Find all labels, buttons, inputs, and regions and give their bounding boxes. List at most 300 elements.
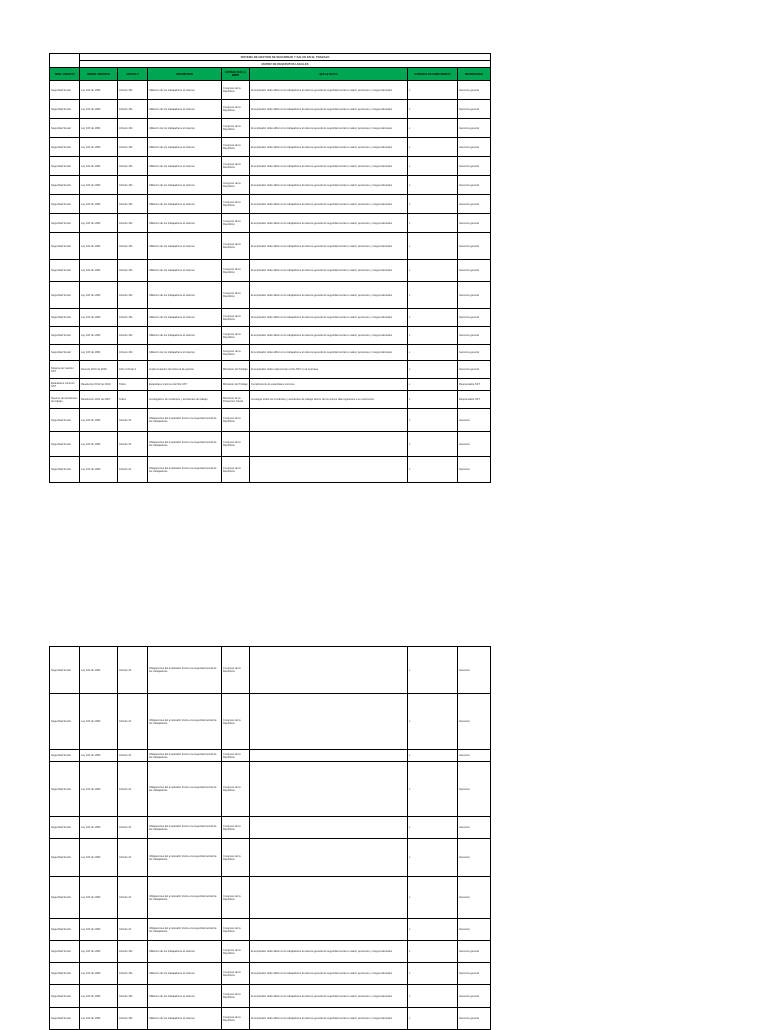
article-cell: Articulo 21 xyxy=(118,694,148,750)
evidence-cell: x xyxy=(408,157,458,176)
issuer-cell: Congreso de la Republica xyxy=(222,100,250,119)
evidence-cell: x xyxy=(408,176,458,195)
legal-matrix-rows-continued xyxy=(50,647,491,1030)
legal-matrix-table-continued xyxy=(49,646,491,1030)
evidence-cell: x xyxy=(408,214,458,233)
evidence-cell: x xyxy=(408,919,458,941)
table-row xyxy=(50,233,491,260)
evidence-cell: x xyxy=(408,1008,458,1030)
evidence-cell: x xyxy=(408,963,458,985)
description-cell: Obligaciones del empleador frente a la seguridad social de los trabajadores xyxy=(148,409,222,432)
applies-cell: El empleador debe afiliar a los trabajadores al sistema general de seguridad social en salud, pensiones y riesgos laborales. xyxy=(250,327,408,345)
issuer-cell: Congreso de la Republica xyxy=(222,457,250,483)
evidence-cell: x xyxy=(408,309,458,327)
description-cell: Afiliacion de los trabajadores al sistema xyxy=(148,985,222,1008)
description-cell: Estandares minimos del SG-SST xyxy=(148,379,222,391)
applies-cell: El empleador debe afiliar a los trabajadores al sistema general de seguridad social en salud, pensiones y riesgos laborales. xyxy=(250,176,408,195)
table-row xyxy=(50,877,491,919)
responsible-cell: Gerencia xyxy=(458,457,491,483)
responsible-cell: Gerencia general xyxy=(458,345,491,361)
norm-cell: Ley 100 de 1993 xyxy=(80,877,118,919)
article-cell: Articulo 161 xyxy=(118,963,148,985)
applies-cell: El empleador debe afiliar a los trabajadores al sistema general de seguridad social en salud, pensiones y riesgos laborales. xyxy=(250,100,408,119)
issuer-cell: Congreso de la Republica xyxy=(222,762,250,817)
issuer-cell: Congreso de la Republica xyxy=(222,176,250,195)
responsible-cell: Gerencia xyxy=(458,694,491,750)
topic-cell: Seguridad Social xyxy=(50,963,80,985)
table-row xyxy=(50,100,491,119)
responsible-cell: Gerencia general xyxy=(458,176,491,195)
article-cell: Articulo 161 xyxy=(118,985,148,1008)
document-title: SISTEMA DE GESTION DE SEGURIDAD Y SALUD EN EL TRABAJO xyxy=(80,54,491,61)
evidence-cell: x xyxy=(408,361,458,379)
responsible-cell: Gerencia general xyxy=(458,138,491,157)
issuer-cell: Congreso de la Republica xyxy=(222,750,250,762)
table-row xyxy=(50,919,491,941)
article-cell: Articulo 161 xyxy=(118,176,148,195)
responsible-cell: Gerencia general xyxy=(458,157,491,176)
issuer-cell: Congreso de la Republica xyxy=(222,941,250,963)
topic-cell: Seguridad Social xyxy=(50,985,80,1008)
issuer-cell: Congreso de la Republica xyxy=(222,1008,250,1030)
applies-cell: El empleador debe afiliar a los trabajadores al sistema general de seguridad social en salud, pensiones y riesgos laborales. xyxy=(250,233,408,260)
table-row xyxy=(50,309,491,327)
topic-cell: Seguridad Social xyxy=(50,919,80,941)
table-row xyxy=(50,379,491,391)
norm-cell: Ley 100 de 1993 xyxy=(80,282,118,309)
applies-cell: El empleador debe afiliar a los trabajadores al sistema general de seguridad social en salud, pensiones y riesgos laborales. xyxy=(250,941,408,963)
article-cell: Articulo 161 xyxy=(118,309,148,327)
evidence-cell: x xyxy=(408,138,458,157)
responsible-cell: Responsable SST xyxy=(458,391,491,409)
applies-cell: El empleador debe afiliar a los trabajadores al sistema general de seguridad social en salud, pensiones y riesgos laborales. xyxy=(250,157,408,176)
article-cell: Articulo 21 xyxy=(118,432,148,457)
table-row xyxy=(50,361,491,379)
applies-cell: El empleador debe implementar el SG-SST en la empresa. xyxy=(250,361,408,379)
table-row xyxy=(50,817,491,839)
description-cell: Obligaciones del empleador frente a la seguridad social de los trabajadores xyxy=(148,817,222,839)
table-row xyxy=(50,1008,491,1030)
responsible-cell: Gerencia general xyxy=(458,309,491,327)
table-row xyxy=(50,138,491,157)
topic-cell: Seguridad Social xyxy=(50,750,80,762)
article-cell: Articulo 161 xyxy=(118,345,148,361)
topic-cell: Seguridad Social xyxy=(50,647,80,694)
applies-cell: El empleador debe afiliar a los trabajadores al sistema general de seguridad social en salud, pensiones y riesgos laborales. xyxy=(250,260,408,282)
description-cell: Obligaciones del empleador frente a la seguridad social de los trabajadores xyxy=(148,877,222,919)
norm-cell: Ley 100 de 1993 xyxy=(80,1008,118,1030)
article-cell: Articulo 161 xyxy=(118,282,148,309)
table-row xyxy=(50,391,491,409)
topic-cell: Seguridad Social xyxy=(50,176,80,195)
evidence-cell: x xyxy=(408,282,458,309)
applies-cell xyxy=(250,762,408,817)
table-row xyxy=(50,750,491,762)
description-cell: Obligaciones del empleador frente a la seguridad social de los trabajadores xyxy=(148,694,222,750)
responsible-cell: Gerencia general xyxy=(458,1008,491,1030)
responsible-cell: Gerencia general xyxy=(458,195,491,214)
issuer-cell: Ministerio de la Proteccion Social xyxy=(222,391,250,409)
description-cell: Afiliacion de los trabajadores al sistema xyxy=(148,81,222,100)
legal-matrix-rows xyxy=(50,81,491,483)
topic-cell: Sistema de Gestion SST xyxy=(50,361,80,379)
description-cell: Afiliacion de los trabajadores al sistema xyxy=(148,119,222,138)
responsible-cell: Gerencia xyxy=(458,750,491,762)
topic-cell: Seguridad Social xyxy=(50,309,80,327)
evidence-cell: x xyxy=(408,260,458,282)
issuer-cell: Congreso de la Republica xyxy=(222,985,250,1008)
norm-cell: Ley 100 de 1993 xyxy=(80,157,118,176)
table-row xyxy=(50,157,491,176)
table-row xyxy=(50,647,491,694)
description-cell: Afiliacion de los trabajadores al sistema xyxy=(148,100,222,119)
norm-cell: Decreto 1072 de 2015 xyxy=(80,361,118,379)
article-cell: Articulo 161 xyxy=(118,100,148,119)
applies-cell: El empleador debe afiliar a los trabajadores al sistema general de seguridad social en salud, pensiones y riesgos laborales. xyxy=(250,345,408,361)
issuer-cell: Congreso de la Republica xyxy=(222,963,250,985)
evidence-cell: x xyxy=(408,457,458,483)
norm-cell: Ley 100 de 1993 xyxy=(80,919,118,941)
responsible-cell: Gerencia xyxy=(458,432,491,457)
description-cell: Afiliacion de los trabajadores al sistema xyxy=(148,176,222,195)
issuer-cell: Congreso de la Republica xyxy=(222,233,250,260)
responsible-cell: Gerencia general xyxy=(458,119,491,138)
issuer-cell: Congreso de la Republica xyxy=(222,432,250,457)
evidence-cell: x xyxy=(408,647,458,694)
applies-cell: El empleador debe afiliar a los trabajadores al sistema general de seguridad social en salud, pensiones y riesgos laborales. xyxy=(250,963,408,985)
topic-cell: Seguridad Social xyxy=(50,409,80,432)
topic-cell: Seguridad Social xyxy=(50,762,80,817)
norm-cell: Ley 100 de 1993 xyxy=(80,176,118,195)
responsible-cell: Gerencia xyxy=(458,409,491,432)
evidence-cell: x xyxy=(408,985,458,1008)
issuer-cell: Congreso de la Republica xyxy=(222,345,250,361)
description-cell: Afiliacion de los trabajadores al sistema xyxy=(148,138,222,157)
table-row xyxy=(50,963,491,985)
issuer-cell: Congreso de la Republica xyxy=(222,214,250,233)
applies-cell: El empleador debe afiliar a los trabajadores al sistema general de seguridad social en salud, pensiones y riesgos laborales. xyxy=(250,119,408,138)
article-cell: Articulo 161 xyxy=(118,195,148,214)
topic-cell: Seguridad Social xyxy=(50,327,80,345)
topic-cell: Seguridad Social xyxy=(50,100,80,119)
table-row xyxy=(50,119,491,138)
applies-cell: Investigar todos los incidentes y accidentes de trabajo dentro de los quince dias siguientes a su ocurrencia. xyxy=(250,391,408,409)
evidence-cell: x xyxy=(408,877,458,919)
legal-matrix-page-1 xyxy=(49,53,490,483)
article-cell: Todos xyxy=(118,379,148,391)
norm-cell: Ley 100 de 1993 xyxy=(80,260,118,282)
evidence-cell: x xyxy=(408,100,458,119)
evidence-cell: x xyxy=(408,409,458,432)
article-cell: Articulo 161 xyxy=(118,1008,148,1030)
article-cell: Libro 2 Parte 2 xyxy=(118,361,148,379)
topic-cell: Seguridad Social xyxy=(50,260,80,282)
applies-cell: El empleador debe afiliar a los trabajadores al sistema general de seguridad social en salud, pensiones y riesgos laborales. xyxy=(250,985,408,1008)
applies-cell xyxy=(250,694,408,750)
issuer-cell: Congreso de la Republica xyxy=(222,119,250,138)
evidence-cell: x xyxy=(408,391,458,409)
topic-cell: Seguridad Social xyxy=(50,214,80,233)
legal-matrix-table xyxy=(49,53,491,483)
logo-cell xyxy=(50,54,80,68)
topic-cell: Seguridad Social xyxy=(50,119,80,138)
column-header: NORMA / DECRETO xyxy=(80,68,118,81)
evidence-cell: x xyxy=(408,762,458,817)
evidence-cell: x xyxy=(408,327,458,345)
norm-cell: Resolucion 1401 de 2007 xyxy=(80,391,118,409)
description-cell: Afiliacion de los trabajadores al sistema xyxy=(148,214,222,233)
applies-cell: El empleador debe afiliar a los trabajadores al sistema general de seguridad social en salud, pensiones y riesgos laborales. xyxy=(250,309,408,327)
responsible-cell: Gerencia general xyxy=(458,282,491,309)
norm-cell: Ley 100 de 1993 xyxy=(80,762,118,817)
article-cell: Articulo 21 xyxy=(118,647,148,694)
topic-cell: Seguridad Social xyxy=(50,157,80,176)
evidence-cell: x xyxy=(408,345,458,361)
topic-cell: Seguridad Social xyxy=(50,81,80,100)
applies-cell xyxy=(250,647,408,694)
issuer-cell: Congreso de la Republica xyxy=(222,839,250,877)
topic-cell: Seguridad Social xyxy=(50,457,80,483)
responsible-cell: Gerencia xyxy=(458,877,491,919)
responsible-cell: Gerencia general xyxy=(458,260,491,282)
table-row xyxy=(50,81,491,100)
norm-cell: Ley 100 de 1993 xyxy=(80,233,118,260)
description-cell: Obligaciones del empleador frente a la seguridad social de los trabajadores xyxy=(148,647,222,694)
table-row xyxy=(50,432,491,457)
evidence-cell: x xyxy=(408,941,458,963)
norm-cell: Ley 100 de 1993 xyxy=(80,457,118,483)
table-row xyxy=(50,282,491,309)
responsible-cell: Gerencia xyxy=(458,817,491,839)
column-header: DESCRIPCION xyxy=(148,68,222,81)
norm-cell: Ley 100 de 1993 xyxy=(80,817,118,839)
norm-cell: Ley 100 de 1993 xyxy=(80,941,118,963)
column-header: EVIDENCIA DE CUMPLIMIENTO xyxy=(408,68,458,81)
table-row xyxy=(50,839,491,877)
norm-cell: Ley 100 de 1993 xyxy=(80,195,118,214)
description-cell: Afiliacion de los trabajadores al sistema xyxy=(148,157,222,176)
table-row xyxy=(50,176,491,195)
norm-cell: Ley 100 de 1993 xyxy=(80,138,118,157)
norm-cell: Ley 100 de 1993 xyxy=(80,694,118,750)
description-cell: Obligaciones del empleador frente a la seguridad social de los trabajadores xyxy=(148,432,222,457)
evidence-cell: x xyxy=(408,233,458,260)
issuer-cell: Ministerio del Trabajo xyxy=(222,379,250,391)
article-cell: Articulo 161 xyxy=(118,81,148,100)
applies-cell xyxy=(250,750,408,762)
norm-cell: Ley 100 de 1993 xyxy=(80,119,118,138)
evidence-cell: x xyxy=(408,750,458,762)
description-cell: Obligaciones del empleador frente a la seguridad social de los trabajadores xyxy=(148,457,222,483)
issuer-cell: Congreso de la Republica xyxy=(222,877,250,919)
responsible-cell: Gerencia general xyxy=(458,941,491,963)
topic-cell: Seguridad Social xyxy=(50,195,80,214)
applies-cell: El empleador debe afiliar a los trabajadores al sistema general de seguridad social en salud, pensiones y riesgos laborales. xyxy=(250,282,408,309)
article-cell: Articulo 161 xyxy=(118,233,148,260)
responsible-cell: Gerencia general xyxy=(458,214,491,233)
description-cell: Afiliacion de los trabajadores al sistema xyxy=(148,1008,222,1030)
description-cell: Afiliacion de los trabajadores al sistema xyxy=(148,963,222,985)
applies-cell: Cumplimiento de estandares minimos. xyxy=(250,379,408,391)
applies-cell: El empleador debe afiliar a los trabajadores al sistema general de seguridad social en salud, pensiones y riesgos laborales. xyxy=(250,138,408,157)
norm-cell: Ley 100 de 1993 xyxy=(80,345,118,361)
article-cell: Articulo 21 xyxy=(118,839,148,877)
table-row xyxy=(50,327,491,345)
table-row xyxy=(50,345,491,361)
topic-cell: Seguridad Social xyxy=(50,138,80,157)
applies-cell: El empleador debe afiliar a los trabajadores al sistema general de seguridad social en salud, pensiones y riesgos laborales. xyxy=(250,195,408,214)
norm-cell: Ley 100 de 1993 xyxy=(80,839,118,877)
issuer-cell: Ministerio del Trabajo xyxy=(222,361,250,379)
table-row xyxy=(50,762,491,817)
topic-cell: Seguridad Social xyxy=(50,694,80,750)
description-cell: Afiliacion de los trabajadores al sistema xyxy=(148,233,222,260)
table-row xyxy=(50,195,491,214)
topic-cell: Seguridad Social xyxy=(50,877,80,919)
norm-cell: Ley 100 de 1993 xyxy=(80,432,118,457)
issuer-cell: Congreso de la Republica xyxy=(222,409,250,432)
applies-cell: El empleador debe afiliar a los trabajadores al sistema general de seguridad social en salud, pensiones y riesgos laborales. xyxy=(250,81,408,100)
topic-cell: Seguridad Social xyxy=(50,432,80,457)
norm-cell: Ley 100 de 1993 xyxy=(80,309,118,327)
description-cell: Obligaciones del empleador frente a la seguridad social de los trabajadores xyxy=(148,762,222,817)
issuer-cell: Congreso de la Republica xyxy=(222,694,250,750)
article-cell: Articulo 161 xyxy=(118,138,148,157)
description-cell: Afiliacion de los trabajadores al sistema xyxy=(148,345,222,361)
norm-cell: Ley 100 de 1993 xyxy=(80,647,118,694)
evidence-cell: x xyxy=(408,379,458,391)
applies-cell xyxy=(250,817,408,839)
article-cell: Articulo 161 xyxy=(118,941,148,963)
issuer-cell: Congreso de la Republica xyxy=(222,157,250,176)
applies-cell xyxy=(250,877,408,919)
responsible-cell: Gerencia xyxy=(458,919,491,941)
applies-cell xyxy=(250,409,408,432)
norm-cell: Ley 100 de 1993 xyxy=(80,214,118,233)
column-header: RESPONSABLE xyxy=(458,68,491,81)
norm-cell: Ley 100 de 1993 xyxy=(80,750,118,762)
table-row xyxy=(50,985,491,1008)
table-row xyxy=(50,941,491,963)
description-cell: Investigacion de incidentes y accidentes de trabajo xyxy=(148,391,222,409)
table-row xyxy=(50,214,491,233)
applies-cell: El empleador debe afiliar a los trabajadores al sistema general de seguridad social en salud, pensiones y riesgos laborales. xyxy=(250,214,408,233)
applies-cell xyxy=(250,919,408,941)
norm-cell: Ley 100 de 1993 xyxy=(80,409,118,432)
article-cell: Articulo 161 xyxy=(118,327,148,345)
norm-cell: Ley 100 de 1993 xyxy=(80,81,118,100)
topic-cell: Reporte de accidentes de trabajo xyxy=(50,391,80,409)
description-cell: Implementacion del sistema de gestion xyxy=(148,361,222,379)
issuer-cell: Congreso de la Republica xyxy=(222,817,250,839)
table-row xyxy=(50,694,491,750)
description-cell: Obligaciones del empleador frente a la seguridad social de los trabajadores xyxy=(148,750,222,762)
responsible-cell: Gerencia general xyxy=(458,361,491,379)
article-cell: Articulo 161 xyxy=(118,157,148,176)
norm-cell: Ley 100 de 1993 xyxy=(80,985,118,1008)
evidence-cell: x xyxy=(408,119,458,138)
issuer-cell: Congreso de la Republica xyxy=(222,919,250,941)
issuer-cell: Congreso de la Republica xyxy=(222,647,250,694)
article-cell: Articulo 21 xyxy=(118,817,148,839)
issuer-cell: Congreso de la Republica xyxy=(222,138,250,157)
applies-cell: El empleador debe afiliar a los trabajadores al sistema general de seguridad social en salud, pensiones y riesgos laborales. xyxy=(250,1008,408,1030)
responsible-cell: Gerencia general xyxy=(458,81,491,100)
evidence-cell: x xyxy=(408,694,458,750)
article-cell: Articulo 21 xyxy=(118,409,148,432)
article-cell: Articulo 21 xyxy=(118,877,148,919)
description-cell: Afiliacion de los trabajadores al sistema xyxy=(148,941,222,963)
applies-cell xyxy=(250,457,408,483)
applies-cell xyxy=(250,432,408,457)
responsible-cell: Responsable SST xyxy=(458,379,491,391)
issuer-cell: Congreso de la Republica xyxy=(222,309,250,327)
column-header: QUE LE APLICA xyxy=(250,68,408,81)
description-cell: Obligaciones del empleador frente a la seguridad social de los trabajadores xyxy=(148,919,222,941)
responsible-cell: Gerencia general xyxy=(458,327,491,345)
responsible-cell: Gerencia xyxy=(458,762,491,817)
topic-cell: Seguridad Social xyxy=(50,817,80,839)
column-header: TEMA / ASPECTO xyxy=(50,68,80,81)
topic-cell: Seguridad Social xyxy=(50,233,80,260)
document-subtitle: MATRIZ DE REQUISITOS LEGALES xyxy=(80,61,491,68)
norm-cell: Resolucion 0312 de 2019 xyxy=(80,379,118,391)
issuer-cell: Congreso de la Republica xyxy=(222,195,250,214)
table-row xyxy=(50,409,491,432)
article-cell: Articulo 161 xyxy=(118,260,148,282)
description-cell: Afiliacion de los trabajadores al sistema xyxy=(148,282,222,309)
topic-cell: Estandares minimos SST xyxy=(50,379,80,391)
article-cell: Articulo 21 xyxy=(118,457,148,483)
column-header: ARTICULO xyxy=(118,68,148,81)
description-cell: Afiliacion de los trabajadores al sistema xyxy=(148,309,222,327)
description-cell: Afiliacion de los trabajadores al sistema xyxy=(148,195,222,214)
applies-cell xyxy=(250,839,408,877)
article-cell: Todos xyxy=(118,391,148,409)
responsible-cell: Gerencia general xyxy=(458,985,491,1008)
article-cell: Articulo 21 xyxy=(118,919,148,941)
issuer-cell: Congreso de la Republica xyxy=(222,282,250,309)
topic-cell: Seguridad Social xyxy=(50,839,80,877)
article-cell: Articulo 21 xyxy=(118,762,148,817)
legal-matrix-page-2 xyxy=(49,646,490,1030)
evidence-cell: x xyxy=(408,81,458,100)
article-cell: Articulo 161 xyxy=(118,214,148,233)
topic-cell: Seguridad Social xyxy=(50,282,80,309)
evidence-cell: x xyxy=(408,839,458,877)
column-header-row xyxy=(50,68,491,81)
norm-cell: Ley 100 de 1993 xyxy=(80,963,118,985)
issuer-cell: Congreso de la Republica xyxy=(222,260,250,282)
topic-cell: Seguridad Social xyxy=(50,345,80,361)
evidence-cell: x xyxy=(408,432,458,457)
description-cell: Afiliacion de los trabajadores al sistema xyxy=(148,327,222,345)
responsible-cell: Gerencia xyxy=(458,647,491,694)
description-cell: Obligaciones del empleador frente a la seguridad social de los trabajadores xyxy=(148,839,222,877)
article-cell: Articulo 21 xyxy=(118,750,148,762)
issuer-cell: Congreso de la Republica xyxy=(222,327,250,345)
table-row xyxy=(50,457,491,483)
norm-cell: Ley 100 de 1993 xyxy=(80,100,118,119)
topic-cell: Seguridad Social xyxy=(50,941,80,963)
description-cell: Afiliacion de los trabajadores al sistema xyxy=(148,260,222,282)
table-row xyxy=(50,260,491,282)
norm-cell: Ley 100 de 1993 xyxy=(80,327,118,345)
column-header: ENTIDAD QUE LA EMITE xyxy=(222,68,250,81)
evidence-cell: x xyxy=(408,195,458,214)
topic-cell: Seguridad Social xyxy=(50,1008,80,1030)
responsible-cell: Gerencia general xyxy=(458,233,491,260)
